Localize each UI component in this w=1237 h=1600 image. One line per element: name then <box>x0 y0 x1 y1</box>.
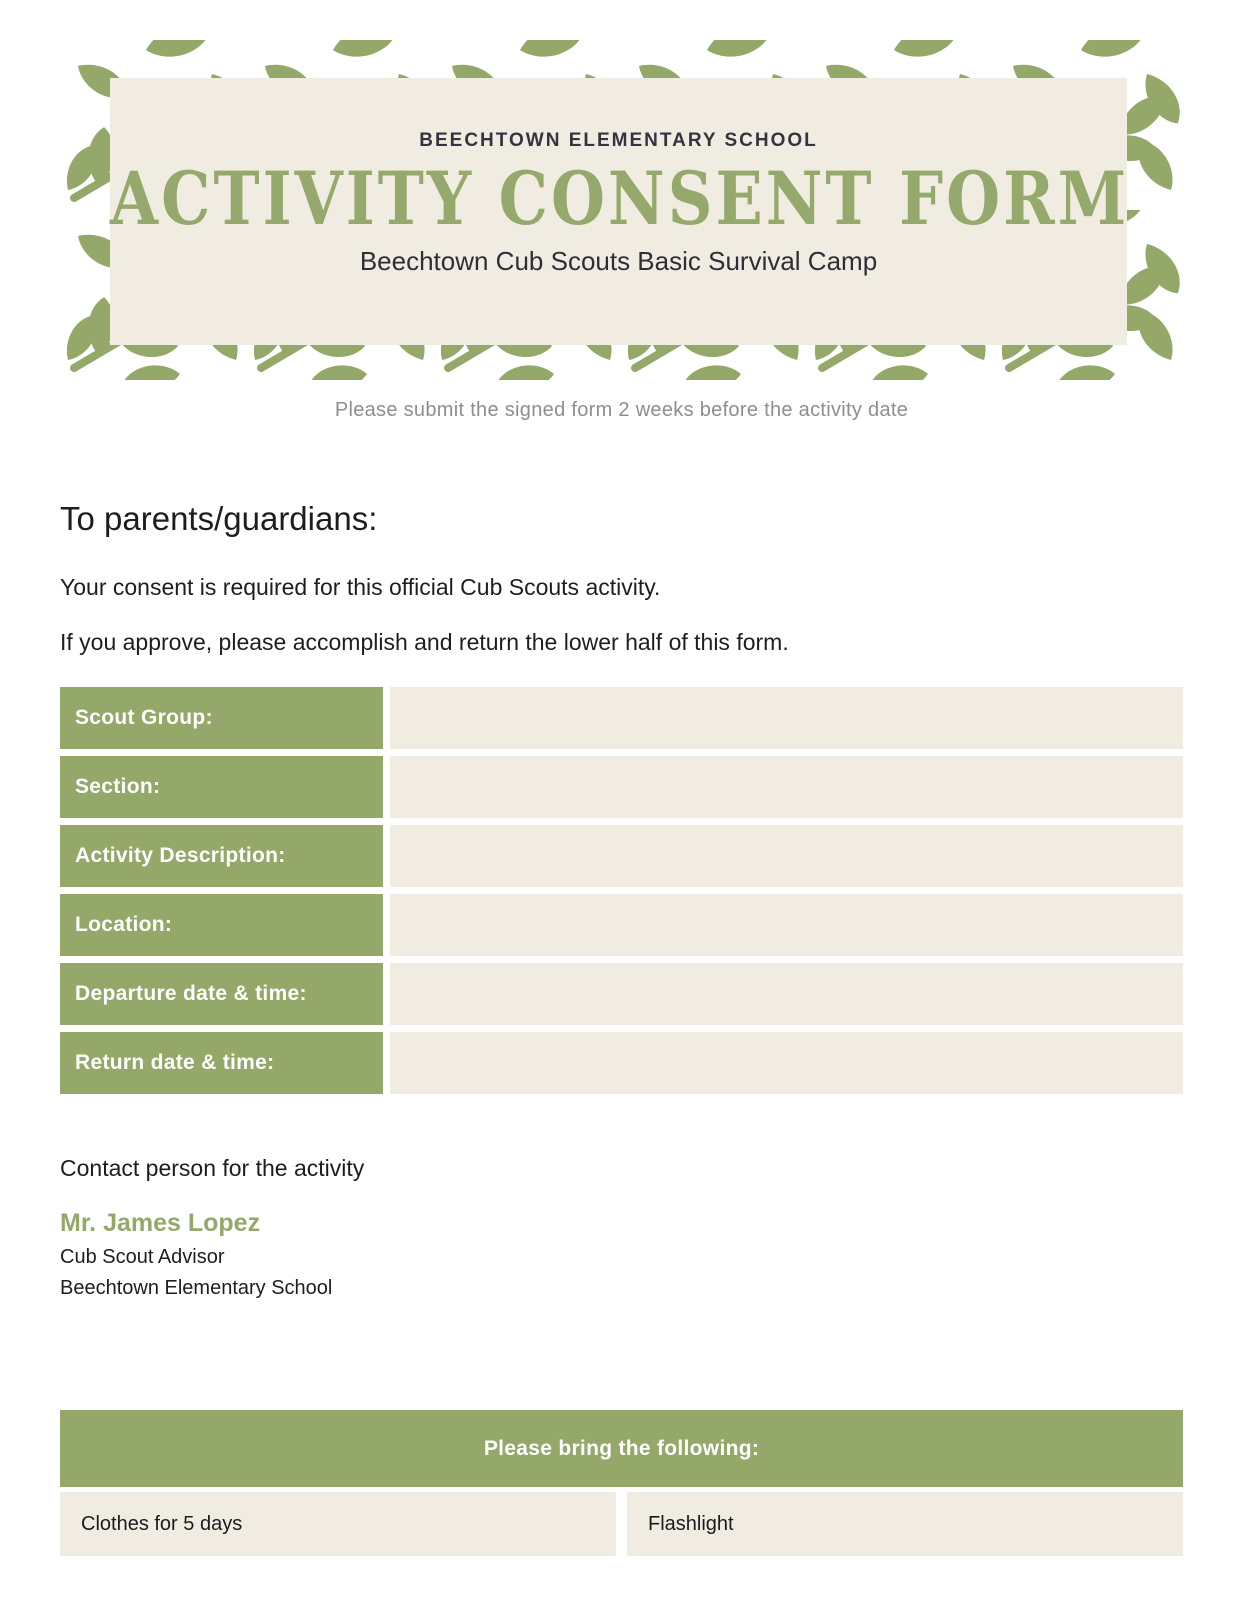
field-value-location[interactable] <box>390 894 1183 956</box>
form-title: ACTIVITY CONSENT FORM <box>110 155 1130 242</box>
field-value-departure[interactable] <box>390 963 1183 1025</box>
header-panel <box>110 78 1130 345</box>
school-name: BEECHTOWN ELEMENTARY SCHOOL <box>419 130 818 151</box>
contact-role: Cub Scout Advisor <box>60 1246 225 1268</box>
intro-paragraph-1: Your consent is required for this official Cub Scouts activity. <box>60 574 661 600</box>
table-row <box>60 963 1183 1025</box>
field-label-return: Return date & time: <box>60 1032 383 1094</box>
field-value-activity-description[interactable] <box>390 825 1183 887</box>
field-value-section[interactable] <box>390 756 1183 818</box>
table-row <box>60 894 1183 956</box>
field-value-scout-group[interactable] <box>390 687 1183 749</box>
field-label-location: Location: <box>60 894 383 956</box>
field-label-section: Section: <box>60 756 383 818</box>
header-banner <box>60 40 1183 380</box>
bring-items-row <box>60 1492 1183 1556</box>
bring-item-flashlight: Flashlight <box>627 1492 1183 1556</box>
contact-name: Mr. James Lopez <box>60 1209 261 1237</box>
field-value-return[interactable] <box>390 1032 1183 1094</box>
contact-heading: Contact person for the activity <box>60 1155 365 1181</box>
field-label-departure: Departure date & time: <box>60 963 383 1025</box>
table-row <box>60 756 1183 818</box>
table-row <box>60 1032 1183 1094</box>
bring-item-clothes: Clothes for 5 days <box>60 1492 616 1556</box>
bring-section-header: Please bring the following: <box>60 1410 1183 1487</box>
submission-notice: Please submit the signed form 2 weeks before the activity date <box>334 399 909 421</box>
contact-organization: Beechtown Elementary School <box>60 1277 333 1299</box>
table-row <box>60 687 1183 749</box>
intro-paragraph-2: If you approve, please accomplish and return the lower half of this form. <box>60 629 789 655</box>
form-subtitle: Beechtown Cub Scouts Basic Survival Camp <box>359 246 878 276</box>
field-label-activity-description: Activity Description: <box>60 825 383 887</box>
field-label-scout-group: Scout Group: <box>60 687 383 749</box>
intro-heading: To parents/guardians: <box>60 500 378 537</box>
activity-details-table <box>60 687 1183 1094</box>
table-row <box>60 825 1183 887</box>
